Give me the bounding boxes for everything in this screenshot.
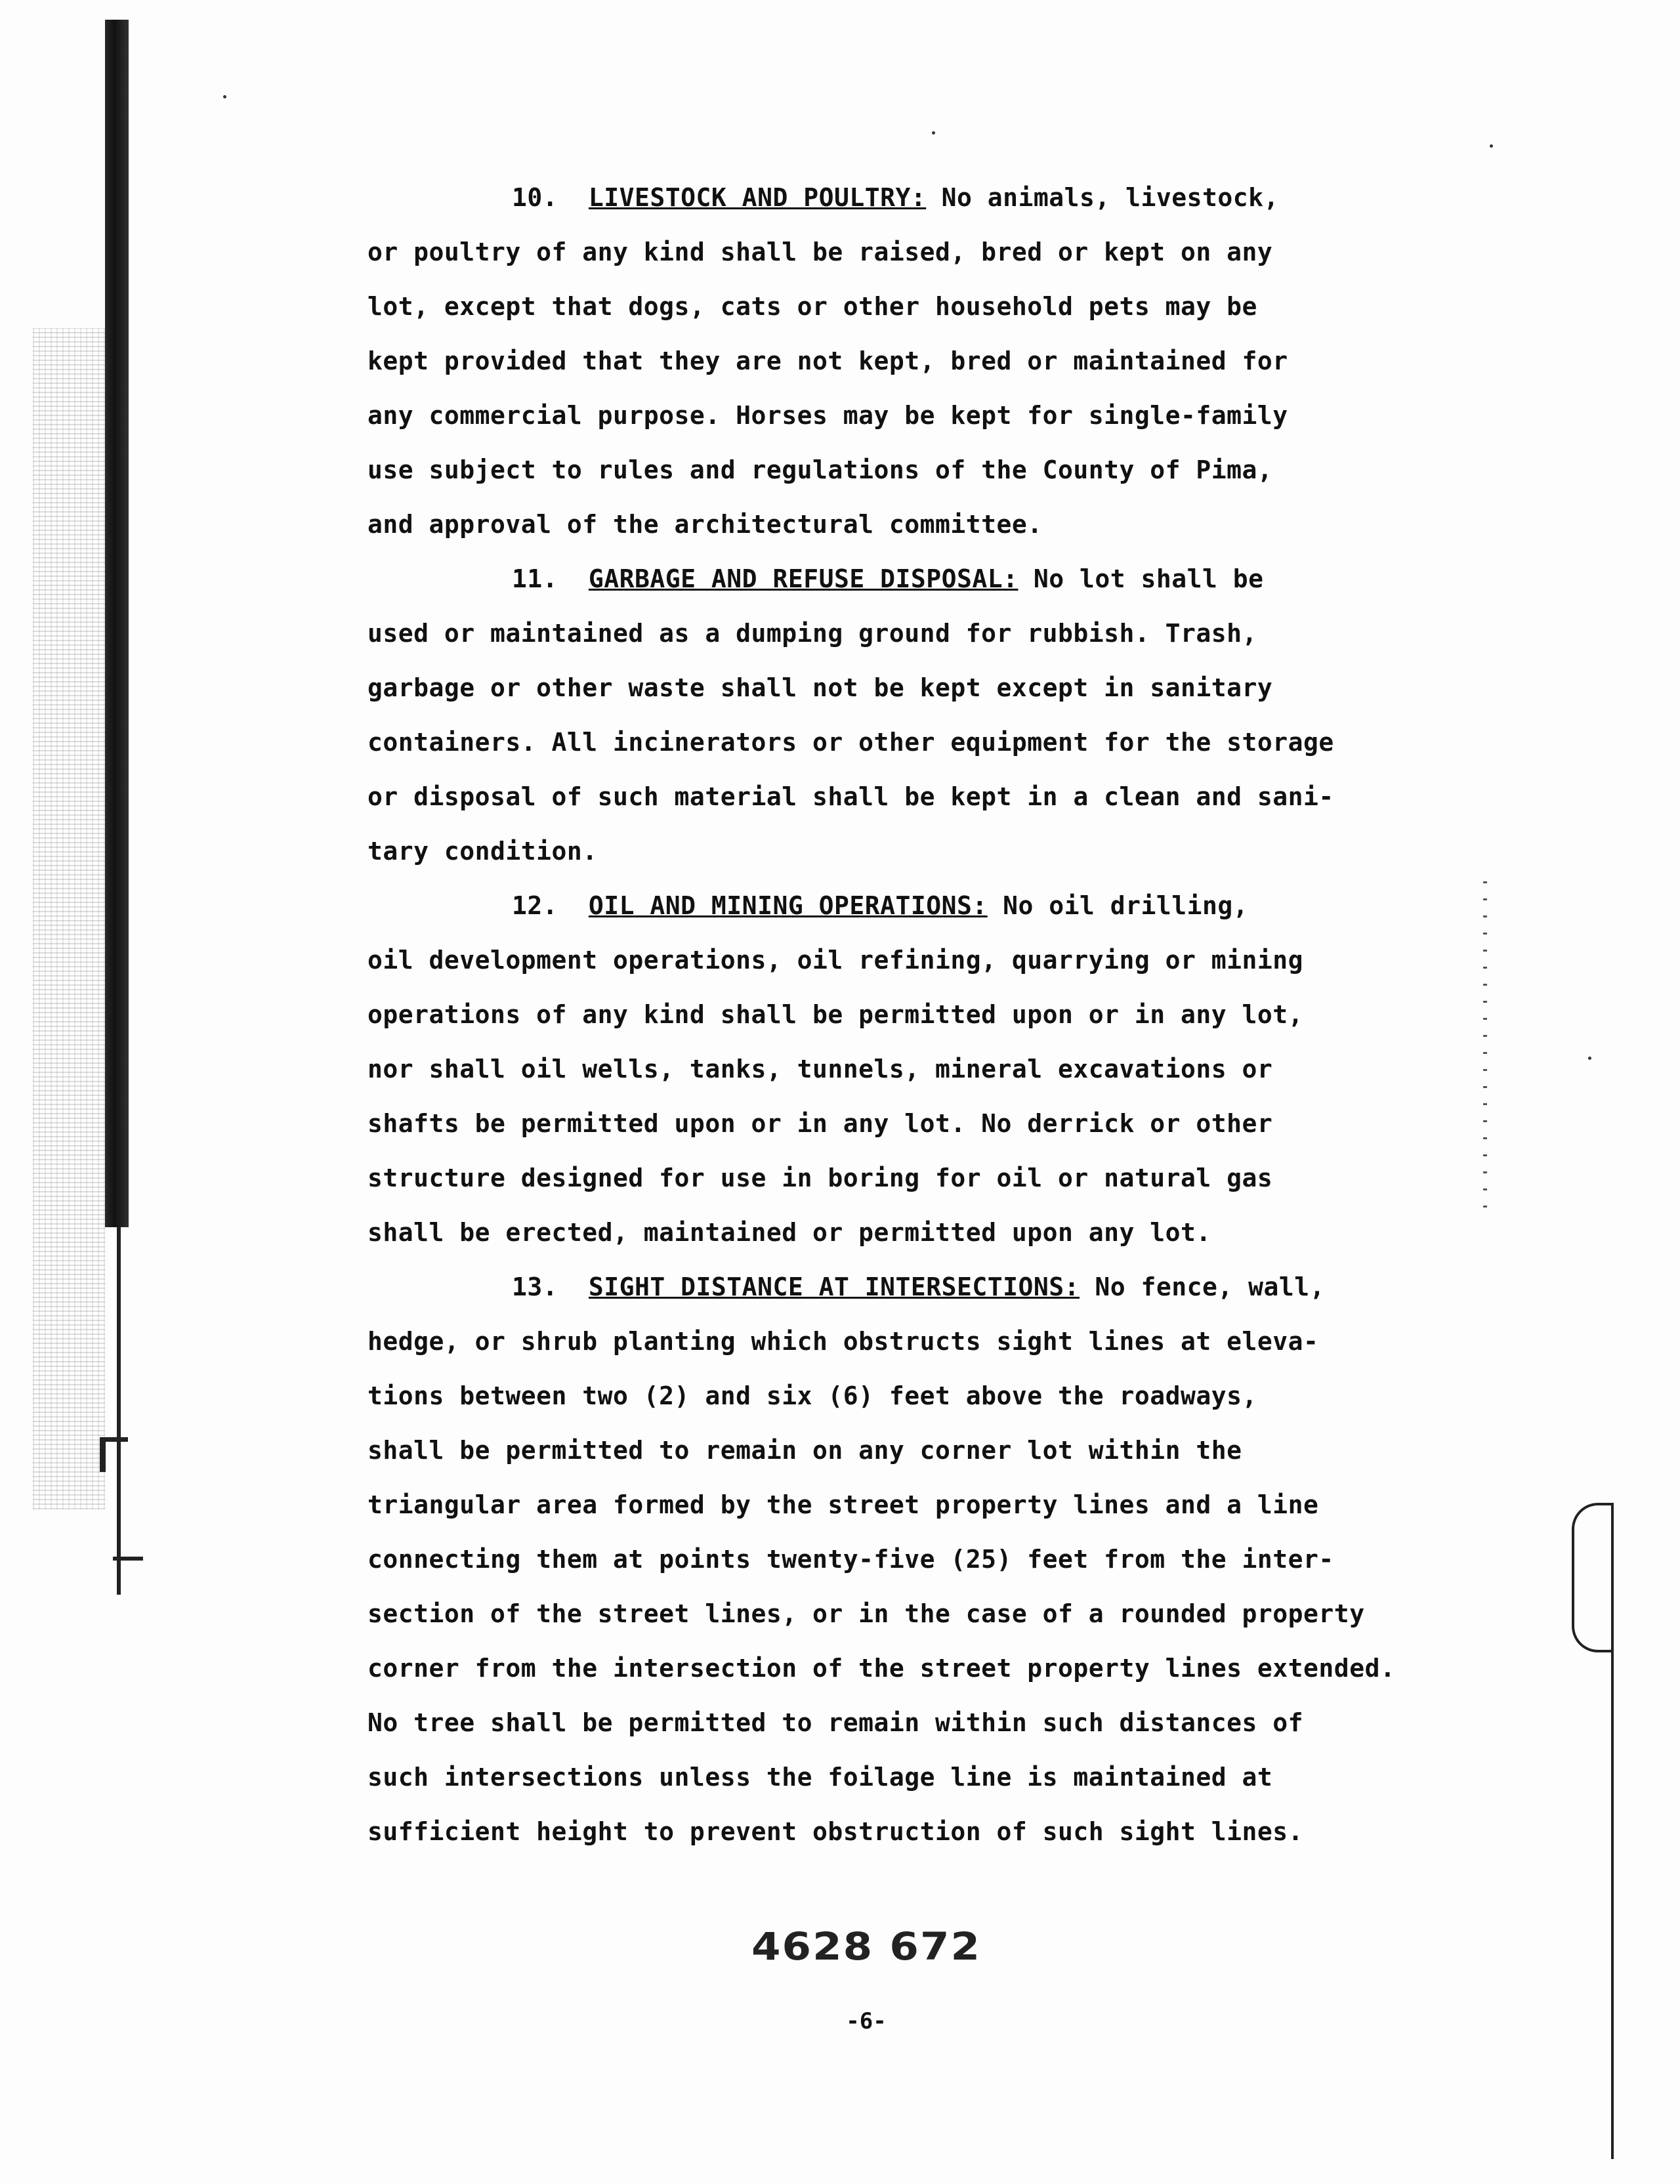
section-12-heading-line [368,879,1431,933]
scan-speck [932,131,935,135]
section-text-line: connecting them at points twenty-five (25) feet from the inter- [368,1545,1334,1574]
section-text: No animals, livestock, [926,183,1279,212]
section-text-line: such intersections unless the foilage line is maintained at [368,1763,1273,1792]
scan-mark [113,1557,143,1561]
section-text-line: nor shall oil wells, tanks, tunnels, mineral excavations or [368,1055,1273,1083]
section-text-line: operations of any kind shall be permitted upon or in any lot, [368,1000,1304,1029]
recording-stamp: 4628 672 [751,1925,981,1969]
section-number: 10. [512,183,558,212]
section-text-line: kept provided that they are not kept, bred or maintained for [368,346,1288,375]
scan-speck [1588,1057,1591,1060]
section-heading: GARBAGE AND REFUSE DISPOSAL: [588,564,1018,593]
section-text-line: tions between two (2) and six (6) feet above the roadways, [368,1381,1257,1410]
section-text-line: structure designed for use in boring for oil or natural gas [368,1164,1273,1192]
scan-dots [1483,879,1487,1208]
section-heading: OIL AND MINING OPERATIONS: [588,891,988,920]
section-text-line: any commercial purpose. Horses may be kept for single-family [368,401,1288,430]
section-11-heading-line [368,552,1431,606]
section-10-heading-line [368,171,1431,225]
section-text-line: No tree shall be permitted to remain within such distances of [368,1708,1304,1737]
section-text-line: containers. All incinerators or other equipment for the storage [368,728,1334,757]
section-heading: LIVESTOCK AND POULTRY: [588,183,927,212]
section-number: 12. [512,891,558,920]
scan-speck [1490,144,1493,148]
section-text-line: and approval of the architectural committee. [368,510,1043,539]
section-number: 13. [512,1272,558,1301]
document-body [368,171,1431,1859]
section-text-line: lot, except that dogs, cats or other household pets may be [368,292,1257,321]
section-text-line: tary condition. [368,837,598,866]
section-text-line: oil development operations, oil refining, quarrying or mining [368,946,1304,975]
section-text-line: corner from the intersection of the street property lines extended. [368,1654,1396,1683]
section-text-line: sufficient height to prevent obstruction of such sight lines. [368,1817,1304,1846]
section-text-line: or poultry of any kind shall be raised, bred or kept on any [368,238,1273,266]
section-text-line: or disposal of such material shall be kept in a clean and sani- [368,782,1334,811]
section-heading: SIGHT DISTANCE AT INTERSECTIONS: [588,1272,1080,1301]
section-text-line: garbage or other waste shall not be kept except in sanitary [368,673,1273,702]
section-text-line: shall be erected, maintained or permitted upon any lot. [368,1218,1211,1247]
scan-mark [100,1437,128,1472]
section-13-heading-line [368,1260,1431,1314]
scan-edge-line [1611,1503,1614,2159]
section-text-line: shall be permitted to remain on any corner lot within the [368,1436,1242,1465]
section-text: No oil drilling, [987,891,1249,920]
section-number: 11. [512,564,558,593]
section-text: No fence, wall, [1080,1272,1326,1301]
page-number: -6- [846,2008,887,2034]
section-text-line: use subject to rules and regulations of the County of Pima, [368,455,1273,484]
section-text: No lot shall be [1018,564,1264,593]
scan-noise [33,328,105,1509]
section-text-line: used or maintained as a dumping ground for rubbish. Trash, [368,619,1257,648]
section-text-line: hedge, or shrub planting which obstructs sight lines at eleva- [368,1327,1319,1356]
scan-bracket [1572,1503,1614,1652]
scan-edge-bar [105,20,129,1227]
scan-edge-line [117,1227,121,1595]
scan-speck [223,95,226,98]
section-text-line: section of the street lines, or in the case of a rounded property [368,1599,1365,1628]
section-text-line: triangular area formed by the street property lines and a line [368,1490,1319,1519]
section-text-line: shafts be permitted upon or in any lot. No derrick or other [368,1109,1273,1138]
